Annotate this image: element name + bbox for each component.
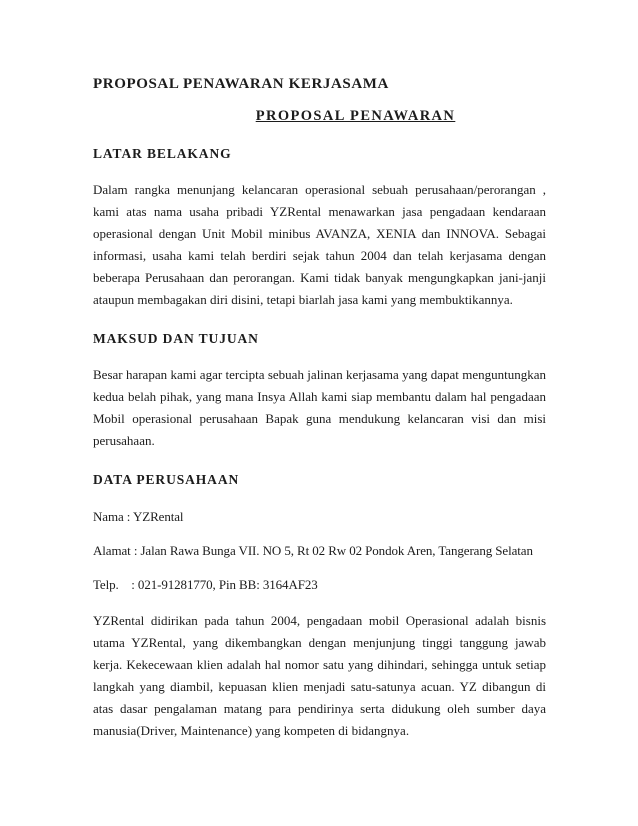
data-line-telp: Telp. : 021-91281770, Pin BB: 3164AF23 (93, 577, 318, 592)
section-latar-belakang (93, 145, 546, 311)
document-title: PROPOSAL PENAWARAN KERJASAMA (93, 76, 389, 92)
section-maksud-dan-tujuan (93, 330, 546, 452)
section-heading-latar-belakang: LATAR BELAKANG (93, 146, 232, 161)
section-heading-maksud-dan-tujuan: MAKSUD DAN TUJUAN (93, 331, 259, 346)
paragraph-latar-belakang: Dalam rangka menunjang kelancaran operasional sebuah perusahaan/perorangan , kami atas nama usaha pribadi YZRental menawarkan jasa pengadaan kendaraan operasional dengan Unit Mobil minibus AVANZA, XENIA dan INNOVA. Sebagai informasi, usaha kami telah berdiri sejak tahun 2004 dan telah kerjasama dengan beberapa Perusahaan dan perorangan. Kami tidak banyak mengungkapkan jani-janji ataupun membagakan diri disini, tetapi biarlah jasa kami yang membuktikannya. (93, 182, 546, 307)
section-data-perusahaan (93, 471, 546, 742)
paragraph-maksud-dan-tujuan: Besar harapan kami agar tercipta sebuah jalinan kerjasama yang dapat menguntungkan kedua belah pihak, yang mana Insya Allah kami siap membantu dalam hal pengadaan Mobil operasional perusahaan Bapak guna mendukung kelancaran visi dan misi perusahaan. (93, 367, 546, 448)
data-line-nama: Nama : YZRental (93, 509, 184, 524)
paragraph-profil-yzrental: YZRental didirikan pada tahun 2004, pengadaan mobil Operasional adalah bisnis utama YZRental, yang dikembangkan dengan menjunjung tinggi tanggung jawab kerja. Kekecewaan klien adalah hal nomor satu yang dihindari, sehingga untuk setiap langkah yang diambil, kepuasan klien menjadi satu-satunya acuan. YZ dibangun di atas dasar pengalaman matang para pendirinya serta didukung oleh sumber daya manusia(Driver, Maintenance) yang kompeten di bidangnya. (93, 613, 546, 738)
document-subtitle: PROPOSAL PENAWARAN (255, 108, 456, 124)
data-line-alamat: Alamat : Jalan Rawa Bunga VII. NO 5, Rt 02 Rw 02 Pondok Aren, Tangerang Selatan (93, 543, 533, 558)
section-heading-data-perusahaan: DATA PERUSAHAAN (93, 472, 240, 487)
